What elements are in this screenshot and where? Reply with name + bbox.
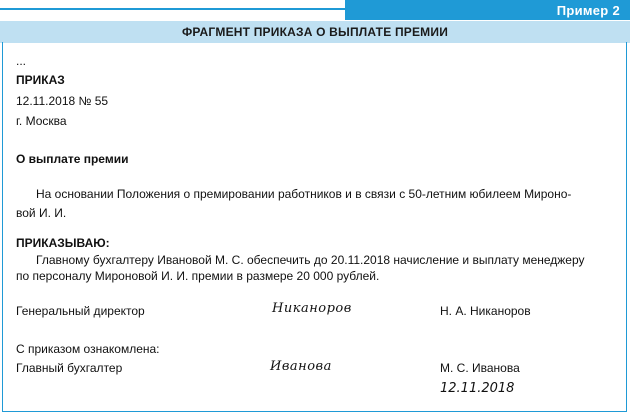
acquainted-label: С приказом ознакомлена: bbox=[16, 342, 160, 356]
order-date-number: 12.11.2018 № 55 bbox=[16, 94, 109, 108]
director-role: Генеральный директор bbox=[16, 304, 145, 318]
basis-line-1: На основании Положения о премировании работников и в связи с 50-летним юбилеем Мироно- bbox=[36, 187, 572, 201]
example-badge: Пример 2 bbox=[345, 0, 630, 20]
accountant-role: Главный бухгалтер bbox=[16, 361, 123, 375]
order-subject: О выплате премии bbox=[16, 152, 129, 166]
order-heading: ПРИКАЗЫВАЮ: bbox=[16, 236, 110, 250]
director-name: Н. А. Никаноров bbox=[440, 304, 531, 318]
top-rule bbox=[0, 8, 345, 10]
order-line-2: по персоналу Мироновой И. И. премии в размере 20 000 рублей. bbox=[16, 269, 380, 283]
accountant-date: 12.11.2018 bbox=[440, 381, 515, 396]
director-signature: Никаноров bbox=[272, 301, 352, 316]
document-banner-title: ФРАГМЕНТ ПРИКАЗА О ВЫПЛАТЕ ПРЕМИИ bbox=[0, 21, 630, 43]
basis-line-2: вой И. И. bbox=[16, 206, 67, 220]
ellipsis: ... bbox=[16, 54, 27, 68]
order-title: ПРИКАЗ bbox=[16, 73, 65, 87]
order-line-1: Главному бухгалтеру Ивановой М. С. обеспечить до 20.11.2018 начисление и выплату менеджеру bbox=[36, 253, 585, 267]
accountant-signature: Иванова bbox=[270, 359, 332, 374]
accountant-name: М. С. Иванова bbox=[440, 361, 520, 375]
order-city: г. Москва bbox=[16, 114, 67, 128]
